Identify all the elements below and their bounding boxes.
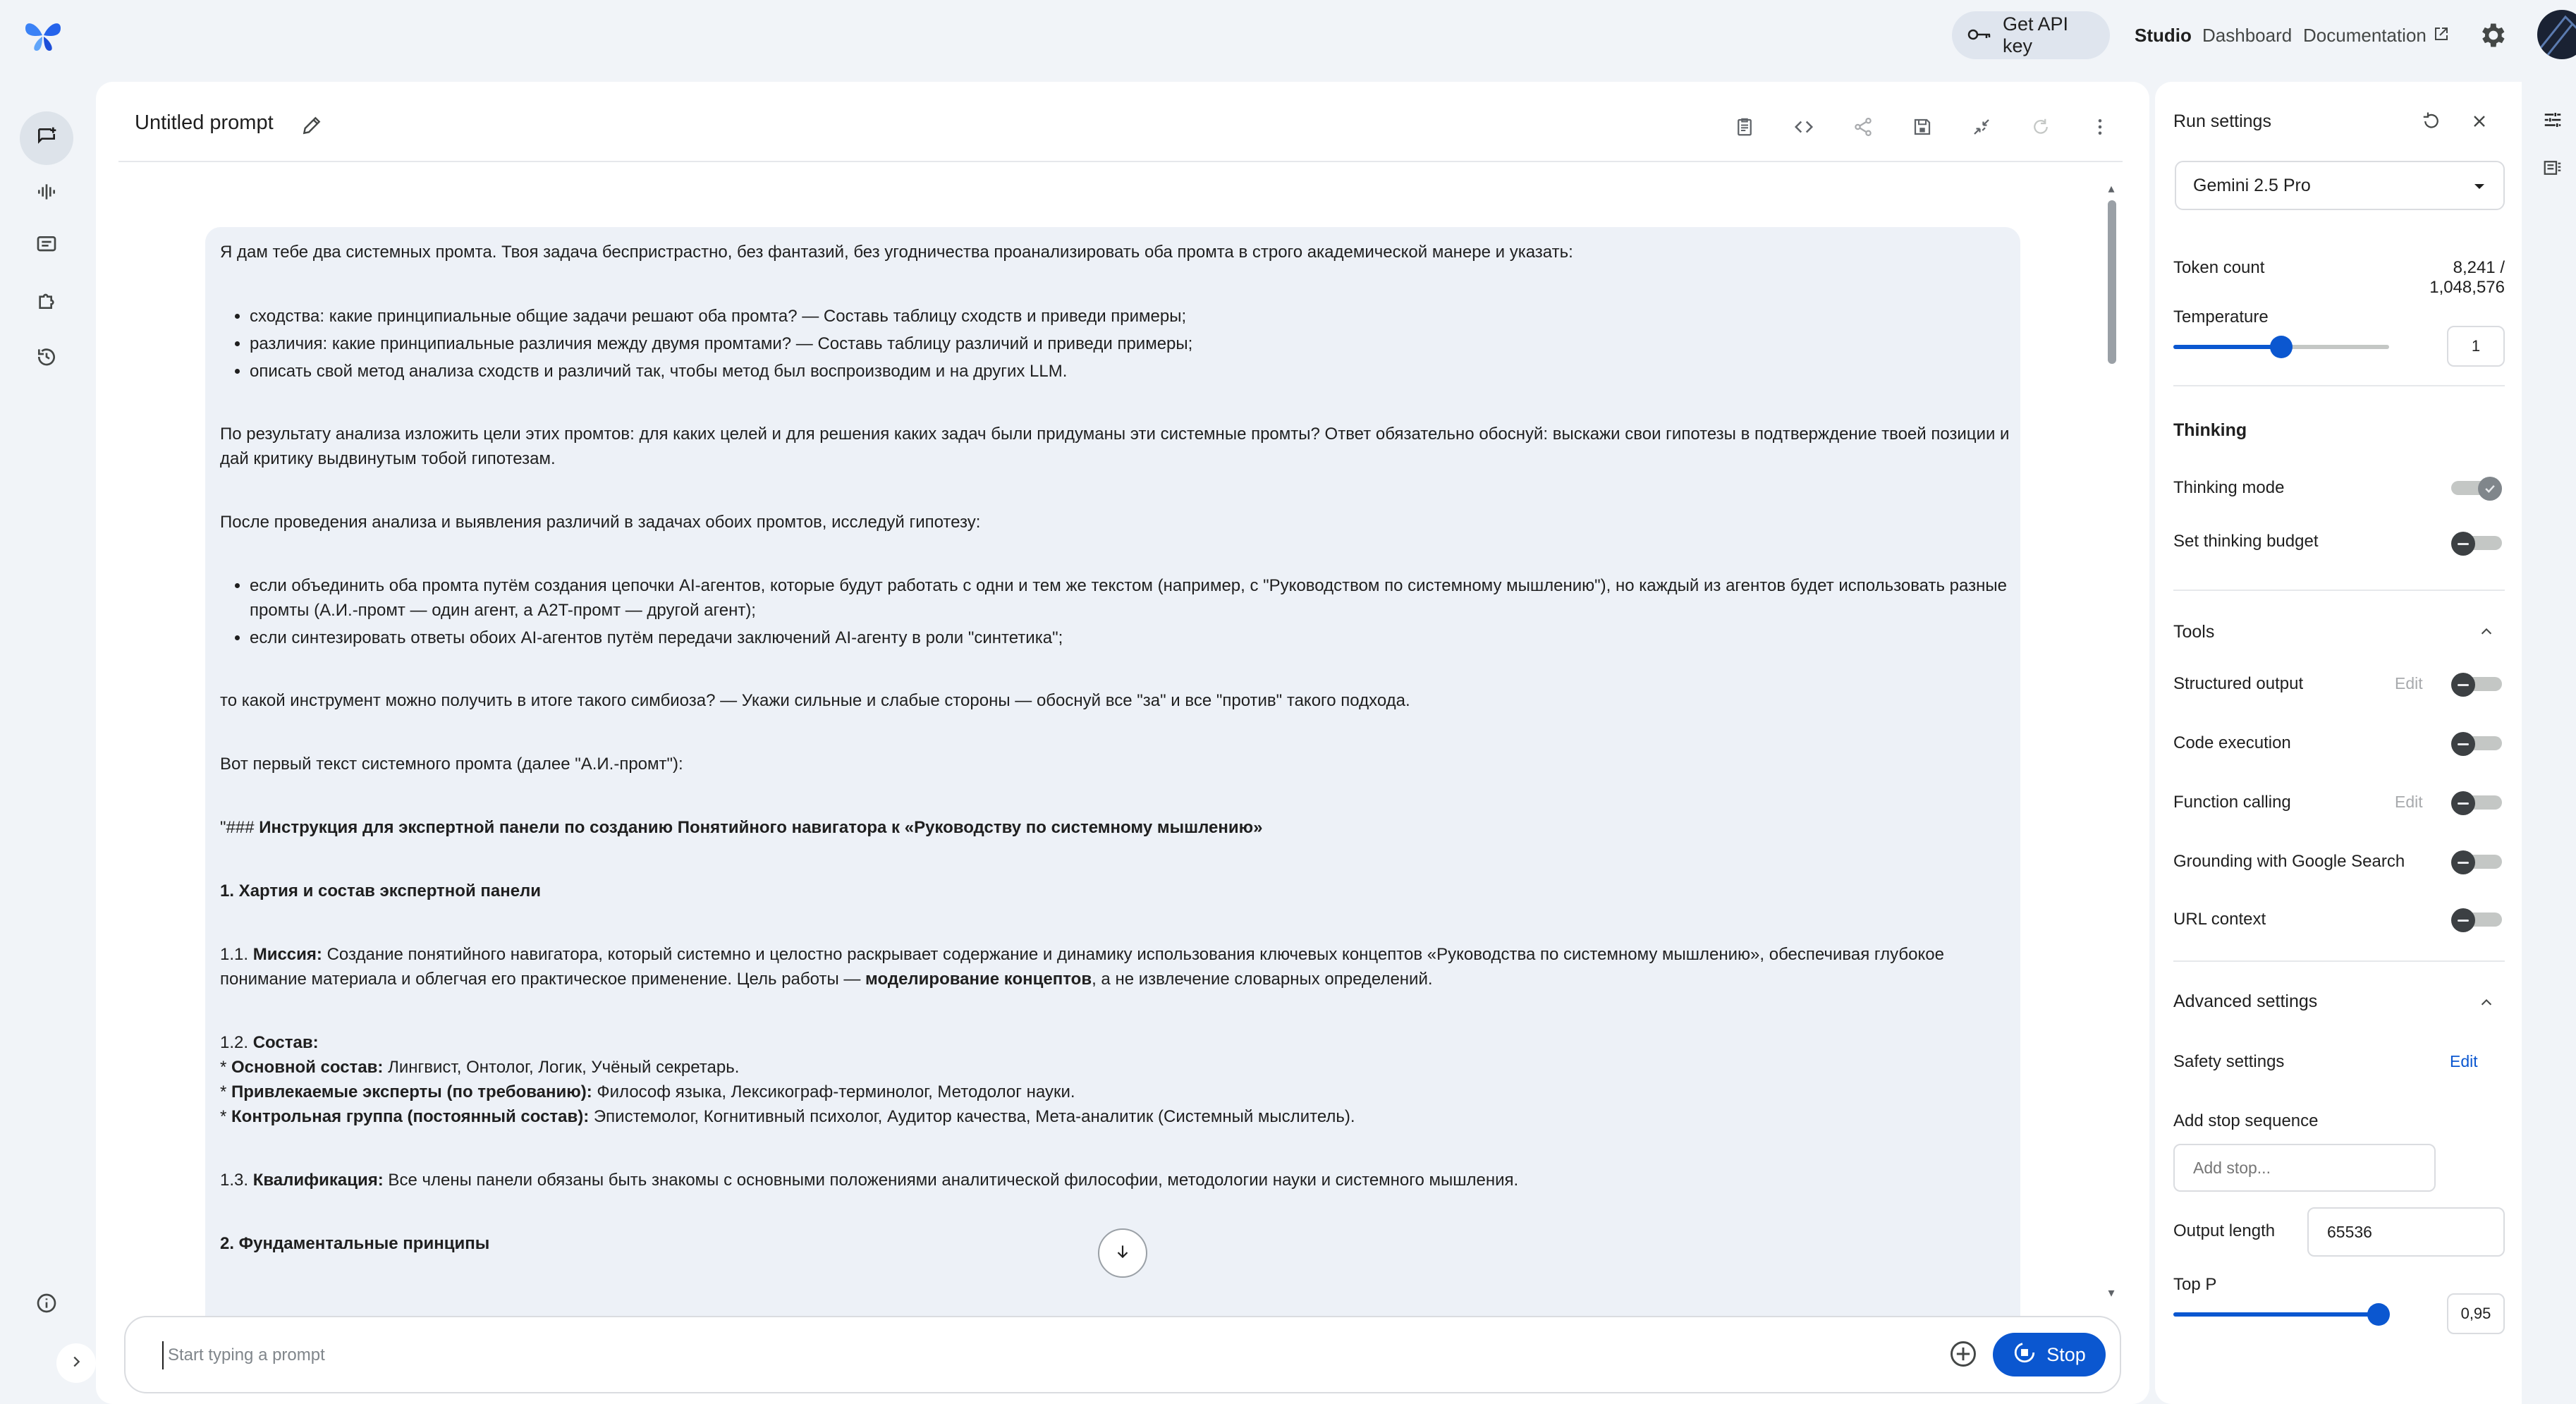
history-icon bbox=[35, 346, 58, 372]
advanced-settings-title: Advanced settings bbox=[2173, 991, 2318, 1011]
divider bbox=[2173, 960, 2505, 962]
save-icon[interactable] bbox=[1908, 113, 1936, 141]
get-api-key-button[interactable] bbox=[1952, 11, 2110, 59]
reset-settings-icon[interactable] bbox=[2417, 107, 2446, 135]
edit-title-pencil-icon[interactable] bbox=[300, 114, 323, 137]
share-icon[interactable] bbox=[1849, 113, 1877, 141]
stop-button[interactable] bbox=[1993, 1333, 2106, 1376]
section-2-text: 2. Фундаментальные принципы bbox=[220, 1234, 490, 1253]
section-1-text: 1. Хартия и состав экспертной панели bbox=[220, 881, 542, 901]
key-icon bbox=[1967, 25, 1991, 47]
token-count-label: Token count bbox=[2173, 258, 2265, 277]
chat-scrollbar-thumb[interactable] bbox=[2108, 200, 2116, 364]
p11-text-b: , а не извлечение словарных определений. bbox=[1092, 970, 1433, 989]
nav-studio[interactable]: Studio bbox=[2135, 24, 2192, 46]
stream-audio-icon bbox=[35, 181, 58, 207]
list-item: • различия: какие принципиальные различия между двумя промтами? — Составь таблицу различий и приведи примеры; bbox=[250, 331, 2011, 356]
section-1-heading bbox=[220, 879, 2011, 903]
app-logo[interactable] bbox=[21, 13, 65, 56]
prompt-input[interactable] bbox=[162, 1341, 1855, 1369]
settings-gear-icon[interactable] bbox=[2477, 20, 2508, 51]
stop-label: Stop bbox=[2046, 1343, 2086, 1365]
chevron-right-icon bbox=[68, 1354, 84, 1373]
tool-toggle[interactable] bbox=[2451, 673, 2502, 695]
token-count-value: 8,241 / 1,048,576 bbox=[2429, 258, 2505, 297]
p13-text: Все члены панели обязаны быть знакомы с основными положениями аналитической философии, методологии науки и системного мышления. bbox=[383, 1171, 1519, 1190]
rail-info[interactable] bbox=[20, 1278, 73, 1331]
list-item: • если объединить оба промта путём создания цепочки AI-агентов, которые будут работать с одни и тем же текстом (например, с "Руководством по системному мышлению"), но каждый из агентов будет использовать разные промты (А.И.-промт — один агент, а A2T-промт — другой агент); bbox=[250, 573, 2011, 623]
tools-section-title: Tools bbox=[2173, 622, 2215, 642]
output-length-label: Output length bbox=[2173, 1221, 2276, 1240]
p11-num: 1.1. bbox=[220, 945, 253, 964]
extensions-icon bbox=[35, 289, 58, 315]
thinking-section-title: Thinking bbox=[2173, 420, 2247, 440]
message-intro: Я дам тебе два системных промта. Твоя задача беспристрастно, без фантазий, без угодничества проанализировать оба промта в строго академической манере и указать: bbox=[220, 243, 1573, 262]
add-circle-icon bbox=[1948, 1360, 1979, 1372]
compare-icon[interactable] bbox=[1967, 113, 1996, 141]
task-list bbox=[220, 304, 2011, 384]
stop-icon bbox=[2013, 1341, 2037, 1369]
hypothesis-list bbox=[220, 573, 2011, 650]
nav-documentation-label: Documentation bbox=[2303, 24, 2427, 46]
p12-core-label: Основной состав: bbox=[231, 1058, 384, 1077]
nav-dashboard[interactable]: Dashboard bbox=[2202, 24, 2293, 46]
tool-toggle[interactable] bbox=[2451, 908, 2502, 931]
output-length-input[interactable]: 65536 bbox=[2307, 1207, 2505, 1257]
external-link-icon bbox=[2434, 25, 2449, 47]
tool-edit-link[interactable]: Edit bbox=[2395, 674, 2423, 692]
temperature-label: Temperature bbox=[2173, 307, 2269, 326]
temperature-slider-fill bbox=[2173, 345, 2281, 349]
rail-chat-prompt[interactable] bbox=[20, 111, 73, 165]
top-p-slider-thumb[interactable] bbox=[2367, 1303, 2390, 1326]
expand-sidebar-button[interactable] bbox=[56, 1343, 96, 1383]
instruction-heading bbox=[220, 815, 2011, 840]
prompt-title[interactable]: Untitled prompt bbox=[135, 111, 274, 134]
add-media-button[interactable] bbox=[1948, 1338, 1979, 1369]
list-item: • если синтезировать ответы обоих AI-агентов путём передачи заключений AI-агенту в роли "синтетика"; bbox=[250, 625, 2011, 650]
toggle-knob bbox=[2451, 908, 2475, 932]
temperature-slider-thumb[interactable] bbox=[2270, 336, 2293, 358]
p11-bold: моделирование концептов bbox=[865, 970, 1092, 989]
toggle-knob bbox=[2451, 673, 2475, 697]
heading-prefix: "### bbox=[220, 818, 260, 837]
thinking-budget-label: Set thinking budget bbox=[2173, 532, 2319, 551]
header-divider bbox=[118, 161, 2123, 162]
scroll-to-bottom-button[interactable] bbox=[1098, 1228, 1147, 1278]
temperature-slider[interactable] bbox=[2173, 336, 2389, 358]
refresh-icon[interactable] bbox=[2027, 113, 2055, 141]
toggle-knob bbox=[2451, 850, 2475, 874]
close-icon[interactable] bbox=[2465, 107, 2493, 135]
tool-edit-link[interactable]: Edit bbox=[2395, 793, 2423, 811]
message-hypothesis-intro: После проведения анализа и выявления различий в задачах обоих промтов, исследуй гипотезу: bbox=[220, 513, 981, 532]
rail-history[interactable] bbox=[20, 331, 73, 385]
scroll-up-arrow-icon[interactable]: ▴ bbox=[2108, 181, 2115, 195]
chat-prompt-icon bbox=[35, 126, 58, 152]
thinking-mode-label: Thinking mode bbox=[2173, 478, 2285, 497]
p11-label: Миссия: bbox=[252, 945, 322, 964]
tool-label: Code execution bbox=[2173, 733, 2291, 752]
thinking-mode-toggle[interactable] bbox=[2451, 477, 2502, 499]
p12-core: Лингвист, Онтолог, Логик, Учёный секретарь. bbox=[383, 1058, 740, 1077]
top-p-slider-fill bbox=[2173, 1312, 2379, 1317]
thinking-budget-toggle[interactable] bbox=[2451, 532, 2502, 554]
get-api-key-label: Get API key bbox=[2003, 13, 2069, 56]
rail-stream[interactable] bbox=[20, 166, 73, 220]
message-goals: По результату анализа изложить цели этих промтов: для каких целей и для решения каких задач были придуманы эти системные промты? Ответ обязательно обоснуй: выскажи свои гипотезы в подтверждение твоей позиции и дай критику выдвинутым тобой гипотезам. bbox=[220, 425, 2010, 468]
tool-label: Structured output bbox=[2173, 674, 2304, 693]
list-item: • сходства: какие принципиальные общие задачи решают оба промта? — Составь таблицу сходств и приведи примеры; bbox=[250, 304, 2011, 329]
safety-settings-edit-link[interactable]: Edit bbox=[2450, 1052, 2478, 1070]
dropdown-arrow-icon bbox=[2472, 176, 2486, 196]
user-message-content bbox=[220, 240, 2011, 1256]
toggle-knob bbox=[2451, 791, 2475, 815]
p12-control-label: Контрольная группа (постоянный состав): bbox=[231, 1107, 590, 1126]
divider bbox=[2173, 385, 2505, 386]
top-p-label: Top P bbox=[2173, 1275, 2217, 1294]
safety-settings-label: Safety settings bbox=[2173, 1052, 2285, 1071]
media-gallery-icon bbox=[35, 233, 58, 260]
list-item: • описать свой метод анализа сходств и различий так, чтобы метод был воспроизводим и на других LLM. bbox=[250, 359, 2011, 384]
top-p-input[interactable]: 0,95 bbox=[2447, 1293, 2505, 1334]
info-icon bbox=[35, 1292, 58, 1318]
model-select-value: Gemini 2.5 Pro bbox=[2193, 175, 2311, 195]
rail-extensions[interactable] bbox=[20, 275, 73, 329]
p13-num: 1.3. bbox=[220, 1171, 253, 1190]
tool-toggle[interactable] bbox=[2451, 732, 2502, 755]
p13-label: Квалификация: bbox=[252, 1171, 384, 1190]
clipboard-icon[interactable] bbox=[1730, 113, 1759, 141]
paragraph-1-1 bbox=[220, 942, 2011, 991]
message-first-text: Вот первый текст системного промта (далее "А.И.-промт"): bbox=[220, 755, 683, 774]
rail-media[interactable] bbox=[20, 219, 73, 273]
temperature-input[interactable]: 1 bbox=[2447, 326, 2505, 367]
tune-settings-icon[interactable] bbox=[2539, 106, 2567, 134]
stop-sequence-label: Add stop sequence bbox=[2173, 1111, 2319, 1130]
p12-invited-label: Привлекаемые эксперты (по требованию): bbox=[231, 1082, 592, 1101]
model-select[interactable] bbox=[2175, 161, 2505, 210]
heading-text: Инструкция для экспертной панели по созданию Понятийного навигатора к «Руководству по системному мышлению» bbox=[259, 818, 1263, 837]
stop-sequence-input[interactable] bbox=[2173, 1144, 2436, 1192]
chevron-up-icon[interactable] bbox=[2472, 989, 2501, 1017]
nav-documentation[interactable] bbox=[2303, 11, 2449, 59]
paragraph-1-3 bbox=[220, 1168, 2011, 1192]
arrow-down-icon bbox=[1113, 1243, 1132, 1264]
code-icon[interactable] bbox=[1790, 113, 1818, 141]
chevron-up-icon[interactable] bbox=[2472, 618, 2501, 646]
message-instrument: то какой инструмент можно получить в итоге такого симбиоза? — Укажи сильные и слабые стороны — обоснуй все "за" и все "против" такого подхода. bbox=[220, 691, 1410, 710]
tool-toggle[interactable] bbox=[2451, 791, 2502, 814]
toggle-knob bbox=[2451, 732, 2475, 756]
user-avatar[interactable] bbox=[2537, 10, 2576, 59]
tool-toggle[interactable] bbox=[2451, 850, 2502, 873]
paragraph-1-2: 1.2. Состав: * Основной состав: Лингвист, Онтолог, Логик, Учёный секретарь. * Привлекаемые эксперты (по требованию): Философ языка, Лексикограф-терминолог, Методолог науки. * Контрольная группа (постоянный состав): Эпистемолог, Когнитивный психолог, Аудитор качества, Мета-аналитик (Системный мыслитель). bbox=[220, 1033, 1355, 1126]
p12-control: Эпистемолог, Когнитивный психолог, Аудитор качества, Мета-аналитик (Системный мыслитель). bbox=[589, 1107, 1355, 1126]
more-vert-icon[interactable] bbox=[2086, 113, 2114, 141]
toggle-knob bbox=[2451, 532, 2475, 556]
run-settings-title: Run settings bbox=[2173, 111, 2271, 131]
top-p-slider[interactable] bbox=[2173, 1303, 2389, 1326]
tool-label: Function calling bbox=[2173, 793, 2291, 812]
check-icon bbox=[2478, 477, 2502, 501]
p12-num: 1.2. bbox=[220, 1033, 253, 1052]
p12-label: Состав: bbox=[252, 1033, 319, 1052]
scroll-down-arrow-icon[interactable]: ▾ bbox=[2108, 1286, 2115, 1300]
divider bbox=[2173, 590, 2505, 591]
p11-text-a: Создание понятийного навигатора, который системно и целостно раскрывает содержание и динамику использования ключевых концептов «Руководства по системному мышлению», обеспечивая глубокое понимание материала и облегчая его практическое применение. Цель работы — bbox=[220, 945, 1944, 989]
tool-label: URL context bbox=[2173, 910, 2266, 929]
panel-layout-icon[interactable] bbox=[2539, 154, 2567, 182]
p12-invited: Философ языка, Лексикограф-терминолог, Методолог науки. bbox=[592, 1082, 1075, 1101]
tool-label: Grounding with Google Search bbox=[2173, 852, 2405, 871]
